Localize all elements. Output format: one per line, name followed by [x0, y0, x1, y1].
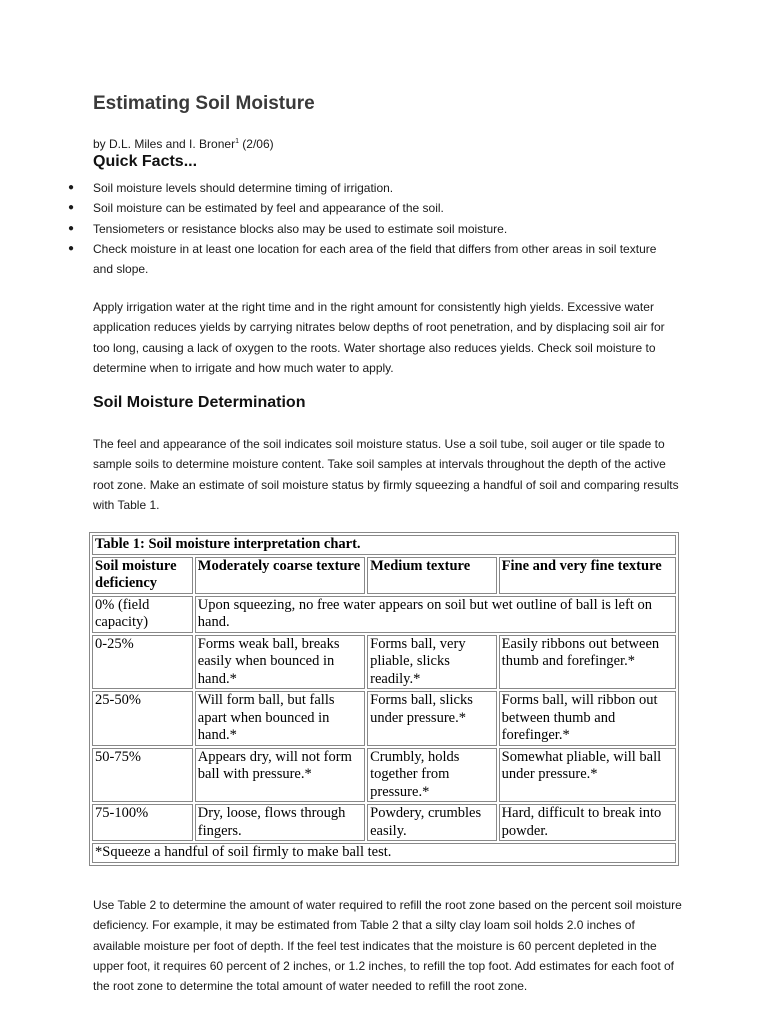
closing-paragraph: Use Table 2 to determine the amount of water required to refill the root zone based on the percent soil moisture deficiency. For example, it may be estimated from Table 2 that a silty clay loam soil holds 2.0 inches of available moisture per foot of depth. If the feel test indicates that the moisture is 60 percent depleted in the upper foot, it requires 60 percent of 2 inches, or 1.2 inches, to refill the top foot. Add estimates for each foot of the root zone to determine the total amount of water needed to refill the root zone.: [93, 898, 682, 994]
table-cell: Appears dry, will not form ball with pressure.*: [195, 748, 365, 803]
list-item: [68, 198, 673, 218]
table-footnote: *Squeeze a handful of soil firmly to make ball test.: [92, 843, 676, 863]
bullet-icon: ●: [68, 222, 75, 234]
section-paragraph: The feel and appearance of the soil indicates soil moisture status. Use a soil tube, soil auger or tile spade to sample soils to determine moisture content. Take soil samples at intervals throughout the depth of the active root zone. Make an estimate of soil moisture status by firmly squeezing a handful of soil and comparing results with Table 1.: [93, 437, 679, 512]
table-cell: Forms weak ball, breaks easily when bounced in hand.*: [195, 635, 365, 690]
table-header-row: [92, 557, 676, 594]
table-row: [92, 635, 676, 690]
table-cell: Will form ball, but falls apart when bounced in hand.*: [195, 691, 365, 746]
table-cell: 0% (field capacity): [92, 596, 193, 633]
bullet-icon: ●: [68, 182, 75, 193]
bullet-icon: ●: [68, 242, 75, 254]
list-item: [68, 239, 673, 280]
table-cell: Forms ball, very pliable, slicks readily.*: [367, 635, 497, 690]
soil-moisture-table: [89, 532, 679, 866]
table-cell: 75-100%: [92, 804, 193, 841]
list-item-text: Tensiometers or resistance blocks also may be used to estimate soil moisture.: [93, 221, 508, 236]
footnote-marker: 1: [235, 138, 239, 145]
bullet-icon: ●: [68, 202, 75, 214]
quick-facts-list: [68, 178, 673, 279]
table-row: [92, 691, 676, 746]
table-cell: Upon squeezing, no free water appears on soil but wet outline of ball is left on hand.: [195, 596, 676, 633]
section-heading: Soil Moisture Determination: [93, 394, 306, 411]
intro-paragraph: Apply irrigation water at the right time and in the right amount for consistently high yields. Excessive water application reduces yields by carrying nitrates below depths of root penetration, and by displacing soil air for too long, causing a lack of oxygen to the roots. Water shortage also reduces yields. Check soil moisture to determine when to irrigate and how much water to apply.: [93, 300, 665, 375]
page-title: Estimating Soil Moisture: [93, 93, 315, 114]
list-item: [68, 178, 673, 198]
table-row: [92, 596, 676, 633]
table-cell: Forms ball, slicks under pressure.*: [367, 691, 497, 746]
byline: [93, 137, 274, 151]
column-header: Soil moisture deficiency: [92, 557, 193, 594]
byline-date: (2/06): [238, 137, 274, 151]
table-cell: Easily ribbons out between thumb and forefinger.*: [499, 635, 676, 690]
table-cell: Hard, difficult to break into powder.: [499, 804, 676, 841]
column-header: Fine and very fine texture: [499, 557, 676, 594]
table-cell: Powdery, crumbles easily.: [367, 804, 497, 841]
table-row: [92, 804, 676, 841]
list-item: [68, 219, 673, 239]
table-cell: 0-25%: [92, 635, 193, 690]
table-cell: Crumbly, holds together from pressure.*: [367, 748, 497, 803]
column-header: Moderately coarse texture: [195, 557, 365, 594]
column-header: Medium texture: [367, 557, 497, 594]
list-item-text: Check moisture in at least one location for each area of the field that differs from other areas in soil texture and slope.: [93, 241, 657, 277]
table-cell: 50-75%: [92, 748, 193, 803]
table-cell: Forms ball, will ribbon out between thumb and forefinger.*: [499, 691, 676, 746]
byline-authors: by D.L. Miles and I. Broner: [93, 137, 236, 151]
table-cell: 25-50%: [92, 691, 193, 746]
table-cell: Dry, loose, flows through fingers.: [195, 804, 365, 841]
quick-facts-heading: Quick Facts...: [93, 153, 198, 170]
table-cell: Somewhat pliable, will ball under pressure.*: [499, 748, 676, 803]
table-row: [92, 748, 676, 803]
list-item-text: Soil moisture can be estimated by feel and appearance of the soil.: [93, 201, 444, 216]
table-caption: Table 1: Soil moisture interpretation chart.: [92, 535, 676, 555]
list-item-text: Soil moisture levels should determine timing of irrigation.: [93, 181, 394, 195]
